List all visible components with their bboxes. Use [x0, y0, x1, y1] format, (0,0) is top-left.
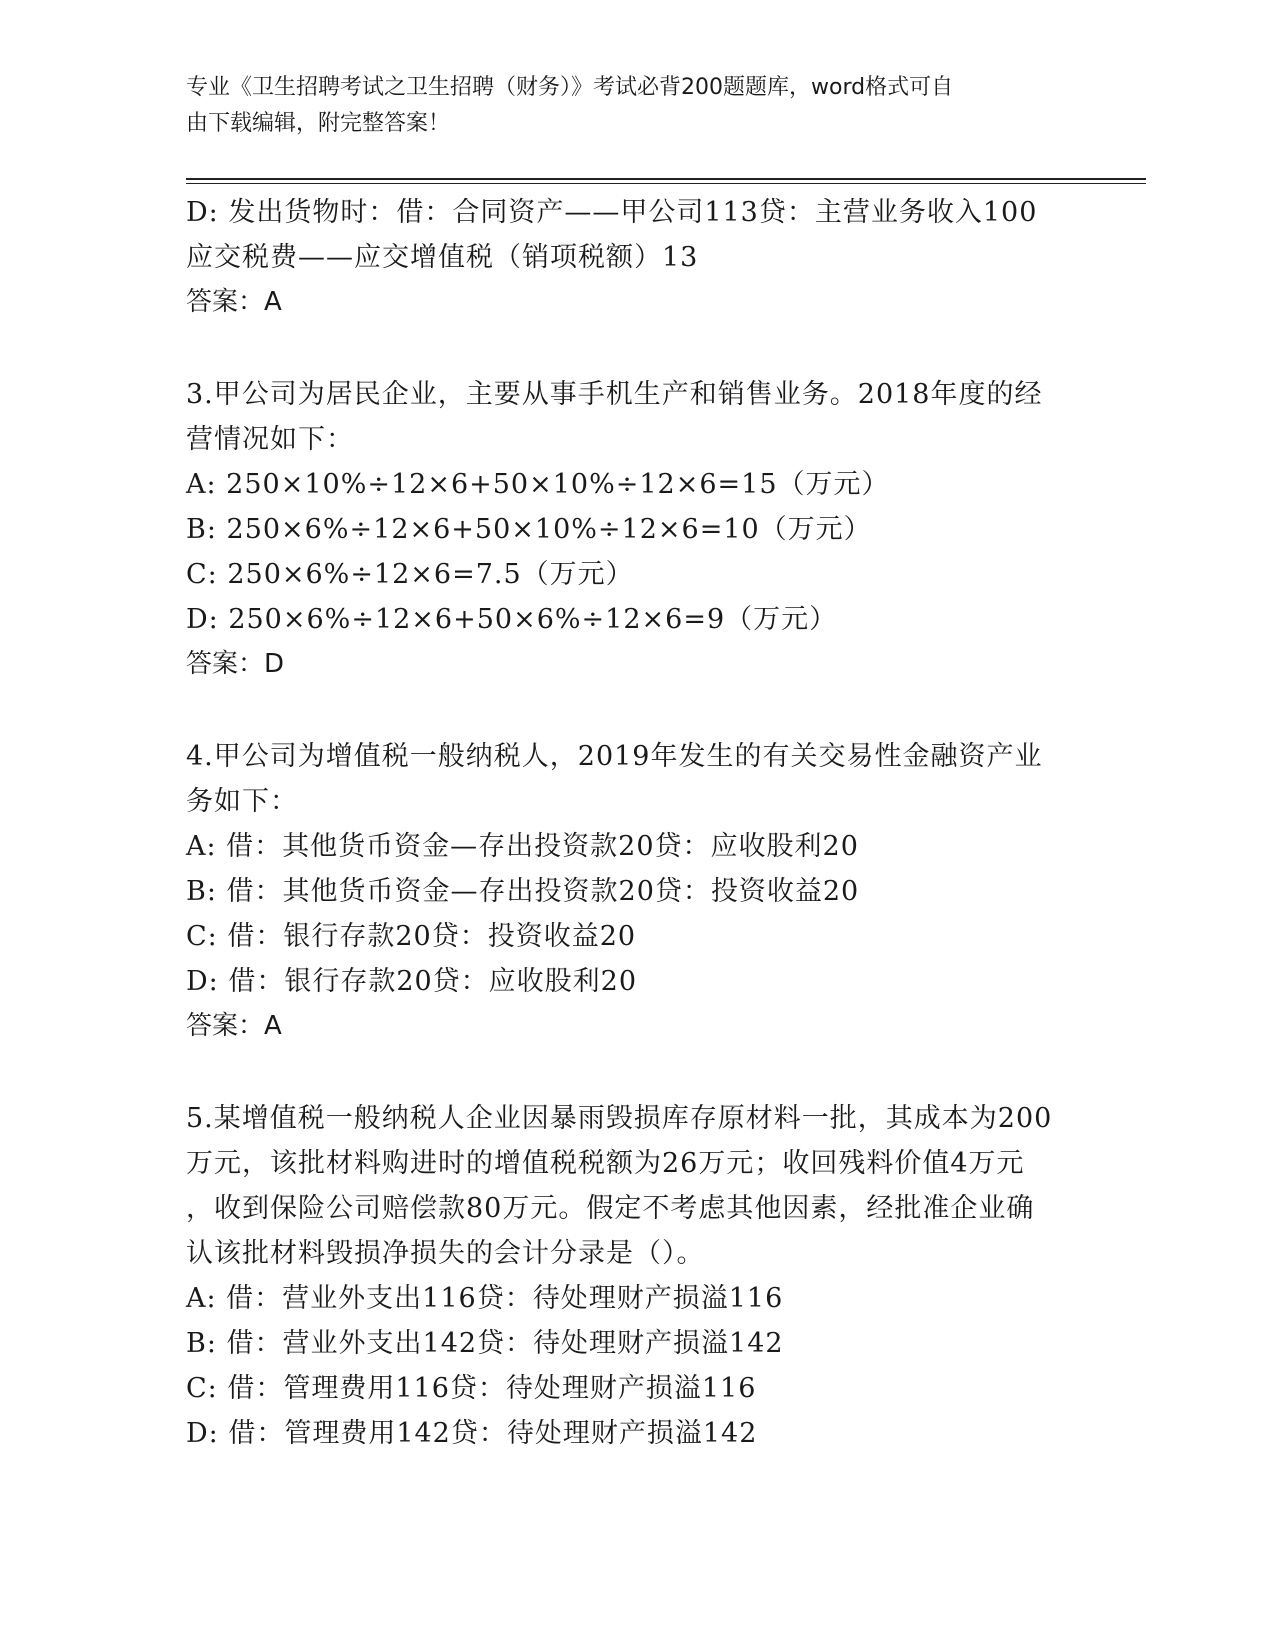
option-a: A: 250×10%÷12×6+50×10%÷12×6=15（万元） [186, 469, 890, 500]
option-a: A: 借：营业外支出116贷：待处理财产损溢116 [186, 1283, 784, 1314]
question-stem-line-2: 万元，该批材料购进时的增值税税额为26万元；收回残料价值4万元 [186, 1148, 1025, 1179]
option-d: D: 借：银行存款20贷：应收股利20 [186, 966, 638, 997]
question-block-2 [186, 190, 1086, 325]
header-line-1: 专业《卫生招聘考试之卫生招聘（财务）》考试必背200题题库，word格式可自 [186, 75, 954, 100]
question-block-5 [186, 1096, 1086, 1456]
option-c: C: 借：银行存款20贷：投资收益20 [186, 921, 637, 952]
answer-label: 答案：D [186, 649, 285, 679]
option-c: C: 250×6%÷12×6=7.5（万元） [186, 559, 634, 590]
answer-label: 答案：A [186, 1011, 282, 1041]
option-d-line-2: 应交税费——应交增值税（销项税额）13 [186, 242, 699, 273]
option-b: B: 250×6%÷12×6+50×10%÷12×6=10（万元） [186, 514, 872, 545]
question-block-3 [186, 372, 1086, 687]
option-b: B: 借：营业外支出142贷：待处理财产损溢142 [186, 1328, 784, 1359]
answer-label: 答案：A [186, 287, 282, 317]
question-stem-line-2: 务如下： [186, 786, 298, 817]
question-stem-line-1: 3.甲公司为居民企业，主要从事手机生产和销售业务。2018年度的经 [186, 379, 1043, 410]
question-stem-line-3: ，收到保险公司赔偿款80万元。假定不考虑其他因素，经批准企业确 [186, 1193, 1035, 1224]
option-d: D: 250×6%÷12×6+50×6%÷12×6=9（万元） [186, 604, 838, 635]
option-b: B: 借：其他货币资金—存出投资款20贷：投资收益20 [186, 876, 860, 907]
option-d-line-1: D: 发出货物时：借：合同资产——甲公司113贷：主营业务收入100 [186, 197, 1038, 228]
header-divider-thick [186, 178, 1146, 180]
document-header [186, 70, 1066, 142]
question-block-4 [186, 734, 1086, 1049]
option-a: A: 借：其他货币资金—存出投资款20贷：应收股利20 [186, 831, 859, 862]
question-stem-line-2: 营情况如下： [186, 424, 354, 455]
option-d: D: 借：管理费用142贷：待处理财产损溢142 [186, 1418, 758, 1449]
question-list [186, 190, 1086, 1456]
question-stem-line-1: 5.某增值税一般纳税人企业因暴雨毁损库存原材料一批，其成本为200 [186, 1103, 1053, 1134]
header-divider-thin [186, 183, 1146, 184]
question-stem-line-1: 4.甲公司为增值税一般纳税人，2019年发生的有关交易性金融资产业 [186, 741, 1043, 772]
block-spacer [186, 325, 1086, 372]
header-line-2: 由下载编辑，附完整答案！ [186, 111, 451, 136]
block-spacer [186, 687, 1086, 734]
question-stem-line-4: 认该批材料毁损净损失的会计分录是（）。 [186, 1238, 705, 1269]
block-spacer [186, 1049, 1086, 1096]
option-c: C: 借：管理费用116贷：待处理财产损溢116 [186, 1373, 757, 1404]
